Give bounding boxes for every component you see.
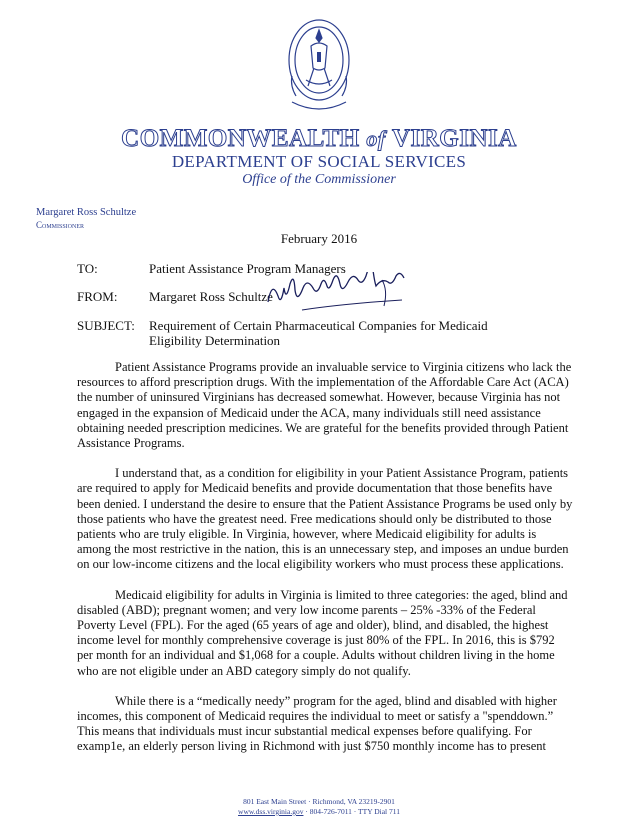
office-name: Office of the Commissioner — [242, 172, 396, 187]
subject-line-2: Eligibility Determination — [149, 333, 281, 348]
footer-contact — [0, 807, 638, 817]
paragraph-4: While there is a “medically needy” program for the aged, blind and disabled with higher incomes, this component of Medicaid requires the individual to meet or satisfy a "spenddown.” This means that individuals must incur substantial medical expenses before qualifying. For examp1e, an elderly person living in Richmond with just $750 monthly income has to present — [77, 693, 557, 754]
commonwealth-word: COMMONWEALTH — [121, 125, 360, 152]
department-name: DEPARTMENT OF SOCIAL SERVICES — [171, 152, 467, 171]
footer-phone: · 804-726-7011 · TTY Dial 711 — [303, 807, 400, 816]
letter-body — [77, 360, 573, 770]
footer-address: 801 East Main Street · Richmond, VA 23219-2901 — [243, 797, 395, 806]
paragraph-2: I understand that, as a condition for eligibility in your Patient Assistance Program, patients are required to apply for Medicaid benefits and provide documentation that those benefits have been denied. I understand the desire to ensure that the Patient Assistance Programs be used only by those patients who have the greatest need. Free medications should only be distributed to those patients who are truly eligible. In Virginia, however, where Medicaid eligibility for adults is among the most restrictive in the nation, this is an unnecessary step, and imposes an undue burden on our low-income citizens and the local eligibility workers who must process these applications. — [77, 466, 573, 572]
subject-label: SUBJECT: — [77, 318, 135, 333]
sender-name: Margaret Ross Schultze — [36, 207, 137, 218]
from-label: FROM: — [77, 289, 118, 304]
virginia-seal-icon — [278, 8, 360, 116]
commonwealth-heading — [0, 125, 638, 153]
subject-line-1: Requirement of Certain Pharmaceutical Companies for Medicaid — [149, 318, 488, 333]
to-label: TO: — [77, 261, 98, 276]
paragraph-1: Patient Assistance Programs provide an invaluable service to Virginia citizens who lack the resources to afford prescription drugs. With the implementation of the Affordable Care Act (ACA) the number of uninsured Virginians has decreased somewhat. However, because Virginia has not engaged in the expansion of Medicaid under the ACA, many individuals still need assistance obtaining needed prescription medicines. We are grateful for the benefits provided through Patient Assistance Programs. — [77, 360, 572, 451]
to-value: Patient Assistance Program Managers — [149, 261, 346, 276]
paragraph-3: Medicaid eligibility for adults in Virginia is limited to three categories: the aged, blind and disabled (ABD); pregnant women; and very low income parents – 25% -33% of the Federal Poverty Level (FPL). For the aged (65 years of age and older), blind, and disabled, the highest income level for monthly comprehensive coverage is just 80% of the FPL. In 2016, this is $792 per month for an individual and $1,068 for a couple. Adults without children living in the home who are not eligible under an ABD category simply do not qualify. — [77, 587, 568, 678]
virginia-word: VIRGINIA — [391, 125, 517, 152]
from-value: Margaret Ross Schultze — [149, 289, 273, 304]
signature-icon — [262, 272, 410, 318]
letter-date: February 2016 — [280, 231, 358, 246]
footer — [0, 797, 638, 817]
of-word: of — [366, 126, 386, 151]
sender-title: Commissioner — [36, 220, 85, 230]
website-link[interactable]: www.dss.virginia.gov — [238, 807, 304, 816]
